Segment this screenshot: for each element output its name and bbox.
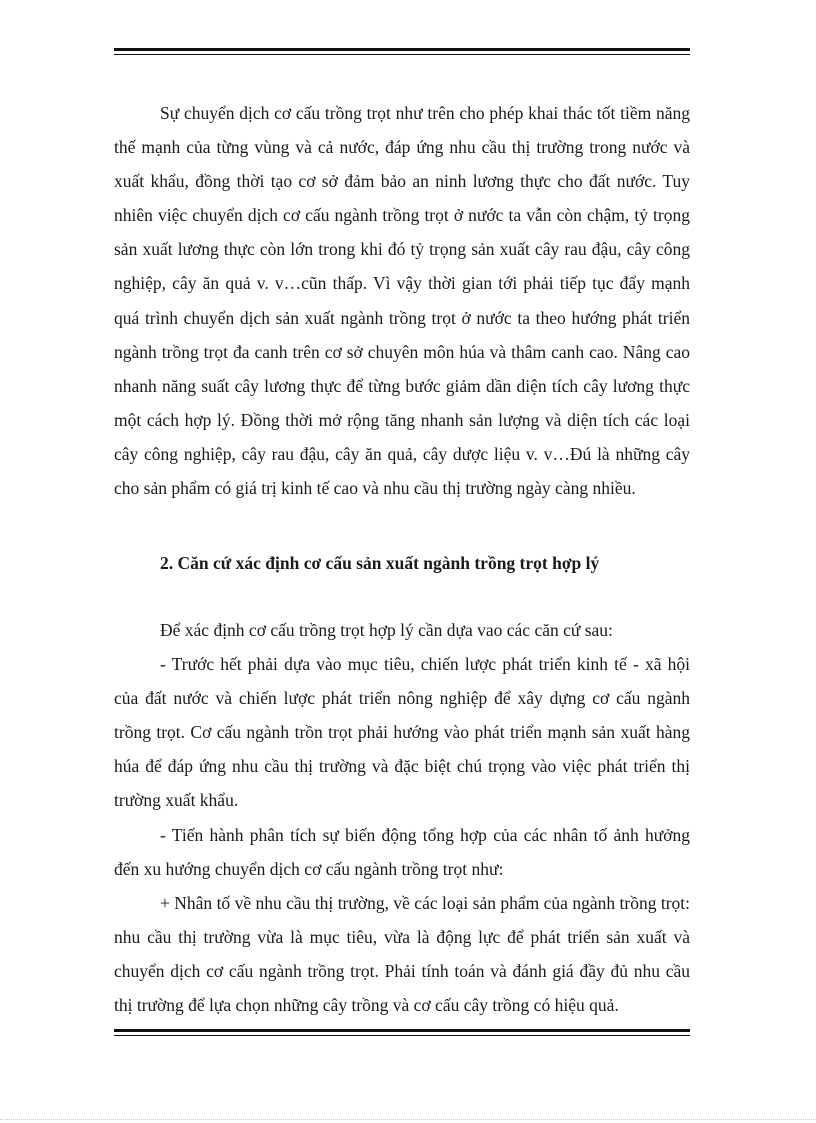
paragraph-factor-analysis: - Tiến hành phân tích sự biến động tổng hợp của các nhân tố ảnh hưởng đến xu hướng chuyển dịch cơ cấu ngành trồng trọt như:	[114, 825, 690, 880]
header-rule-thin	[114, 54, 690, 55]
paragraph-basis-intro: Để xác định cơ cấu trồng trọt hợp lý cần dựa vao các căn cứ sau:	[160, 620, 613, 640]
footer-rule-thick	[114, 1029, 690, 1032]
page-edge-dotted-line	[0, 1119, 816, 1120]
section-heading: 2. Căn cứ xác định cơ cấu sản xuất ngành trồng trọt hợp lý	[160, 553, 600, 573]
paragraph-market-demand-factor: + Nhân tố về nhu cầu thị trường, về các loại sản phẩm của ngành trồng trọt: nhu cầu thị trường vừa là mục tiêu, vừa là động lực để phát triển sản xuất và chuyển dịch cơ cấu ngành trồng trọt. Phải tính toán và đánh giá đầy đủ nhu cầu thị trường để lựa chọn những cây trồng và cơ cấu cây trồng có hiệu quả.	[114, 893, 690, 1016]
paragraph-crop-structure-shift: Sự chuyển dịch cơ cấu trồng trọt như trên cho phép khai thác tốt tiềm năng thế mạnh của từng vùng và cả nước, đáp ứng nhu cầu thị trường trong nước và xuất khẩu, đồng thời tạo cơ sở đảm bảo an ninh lương thực cho đất nước. Tuy nhiên việc chuyển dịch cơ cấu ngành trồng trọt ở nước ta vẫn còn chậm, tỷ trọng sản xuất lương thực còn lớn trong khi đó tỷ trọng sản xuất cây rau đậu, cây công nghiệp, cây ăn quả v. v…cũn thấp. Vì vậy thời gian tới phải tiếp tục đẩy mạnh quá trình chuyển dịch sản xuất ngành trồng trọt ở nước ta theo hướng phát triển ngành trồng trọt đa canh trên cơ sở chuyên môn húa và thâm canh cao. Nâng cao nhanh năng suất cây lương thực để từng bước giảm dần diện tích cây lương thực một cách hợp lý. Đồng thời mở rộng tăng nhanh sản lượng và diện tích các loại cây công nghiệp, cây rau đậu, cây ăn quả, cây dược liệu v. v…Đú là những cây cho sản phẩm có giá trị kinh tế cao và nhu cầu thị trường ngày càng nhiều.	[114, 103, 690, 499]
header-rule-thick	[114, 48, 690, 51]
footer-rule-thin	[114, 1035, 690, 1036]
paragraph-strategy-basis: - Trước hết phải dựa vào mục tiêu, chiến lược phát triển kinh tế - xã hội của đất nước và chiến lược phát triển nông nghiệp để xây dựng cơ cấu ngành trồng trọt. Cơ cấu ngành trồn trọt phải hướng vào phát triển mạnh sản xuất hàng húa để đáp ứng nhu cầu thị trường và đặc biệt chú trọng vào việc phát triển thị trường xuất khẩu.	[114, 654, 690, 811]
